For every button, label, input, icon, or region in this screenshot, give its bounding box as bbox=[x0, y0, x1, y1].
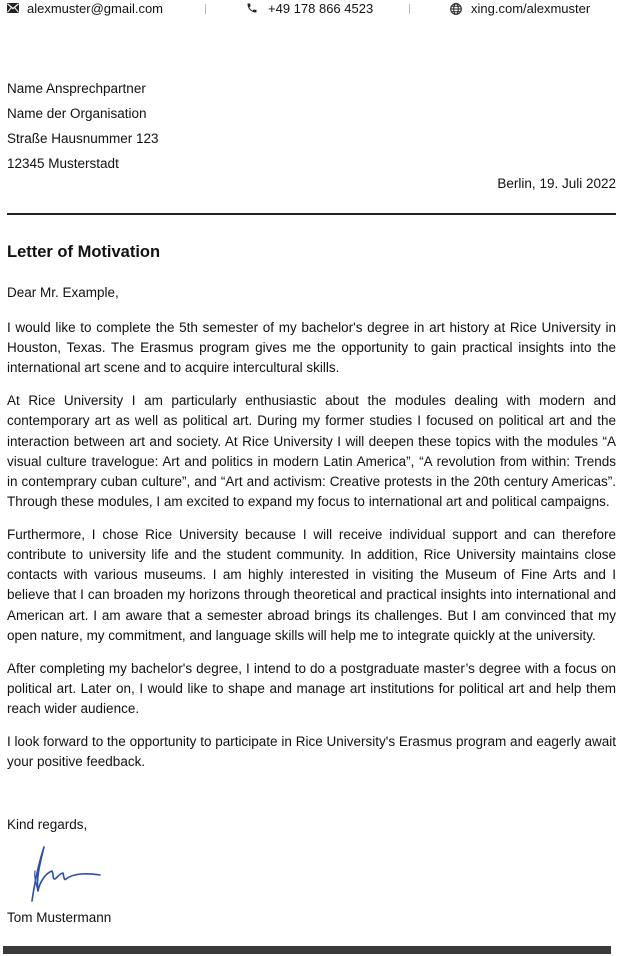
contact-bar bbox=[0, 0, 619, 18]
closing: Kind regards, bbox=[7, 817, 88, 832]
contact-separator bbox=[409, 4, 410, 14]
recipient-address bbox=[7, 76, 159, 176]
email-address[interactable]: alexmuster@gmail.com bbox=[27, 1, 164, 16]
website-link[interactable]: xing.com/alexmuster bbox=[471, 1, 591, 16]
body-paragraph: I look forward to the opportunity to participate in Rice University's Erasmus program and eagerly await your positive feedback. bbox=[7, 733, 616, 769]
divider bbox=[7, 213, 616, 215]
envelope-icon bbox=[7, 3, 19, 13]
body-paragraph: Furthermore, I chose Rice University because I will receive individual support and can therefore contribute to university life and the student community. In addition, Rice University maintains close contacts with various museums. I am highly interested in visiting the Museum of Fine Arts and I believe that I can broaden my horizons through theoretical and practical insights into international and American art. I am aware that a semester abroad brings its challenges. But I am convinced that my open nature, my commitment, and language skills will help me to integrate quickly at the university. bbox=[7, 526, 616, 643]
phone-icon bbox=[246, 2, 258, 14]
salutation: Dear Mr. Example, bbox=[7, 285, 119, 300]
contact-separator bbox=[205, 4, 206, 14]
letter-body bbox=[7, 318, 616, 785]
phone-number[interactable]: +49 178 866 4523 bbox=[268, 1, 374, 16]
body-paragraph: I would like to complete the 5th semester of my bachelor's degree in art history at Rice University in Houston, Texas. The Erasmus program gives me the opportunity to gain practical insights into the international art scene and to acquire intercultural skills. bbox=[7, 320, 616, 376]
signature-image bbox=[22, 843, 104, 905]
signer-name: Tom Mustermann bbox=[7, 910, 112, 925]
body-paragraph: At Rice University I am particularly enthusiastic about the modules dealing with modern and contemporary art as well as political art. During my former studies I focused on political art and the interaction between art and society. At Rice University I will deepen these topics with the modules “A visual culture travelogue: Art and politics in modern Latin America”, “A revolution from within: Trends in contemprary cuban culture”, and “Art and activism: Creative protests in the 20th century Americas”. Through these modules, I am excited to expand my focus to international art and political campaigns. bbox=[7, 393, 616, 510]
letter-date: Berlin, 19. Juli 2022 bbox=[497, 176, 616, 191]
recipient-organization: Name der Organisation bbox=[7, 106, 147, 121]
globe-icon bbox=[450, 3, 462, 15]
body-paragraph: After completing my bachelor's degree, I intend to do a postgraduate master’s degree with a focus on political art. Later on, I would like to shape and manage art institutions for political art and help them reach wider audience. bbox=[7, 660, 616, 716]
recipient-street: Straße Hausnummer 123 bbox=[7, 131, 159, 146]
letter-title: Letter of Motivation bbox=[7, 243, 161, 261]
recipient-contact-person: Name Ansprechpartner bbox=[7, 81, 146, 96]
recipient-city: 12345 Musterstadt bbox=[7, 156, 119, 171]
footer-bar bbox=[3, 946, 611, 954]
